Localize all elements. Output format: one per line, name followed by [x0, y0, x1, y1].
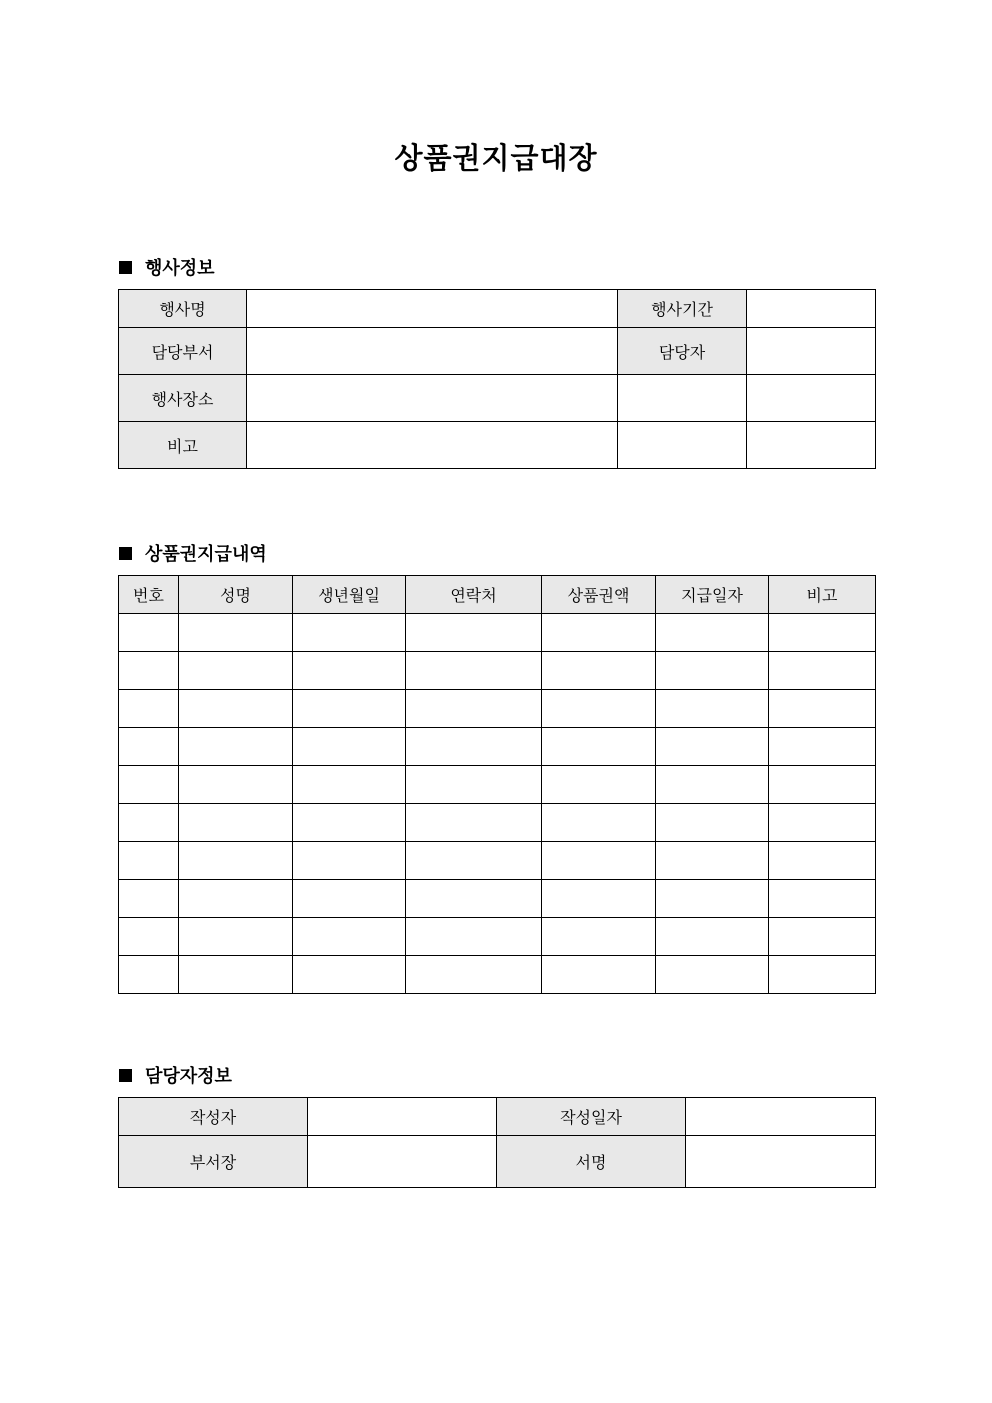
- cell-contact[interactable]: [406, 804, 542, 842]
- cell-name[interactable]: [179, 690, 293, 728]
- cell-contact[interactable]: [406, 614, 542, 652]
- cell-voucher-amount[interactable]: [542, 766, 656, 804]
- cell-number[interactable]: [119, 690, 179, 728]
- table-row: [119, 375, 876, 422]
- cell-voucher-amount[interactable]: [542, 842, 656, 880]
- column-header-birthdate: 생년월일: [293, 576, 406, 614]
- square-bullet-icon: [119, 261, 132, 274]
- label-department: 담당부서: [119, 328, 247, 375]
- table-row: [119, 1098, 876, 1136]
- label-written-date: 작성일자: [497, 1098, 686, 1136]
- field-extra-value[interactable]: [747, 422, 876, 469]
- cell-name[interactable]: [179, 842, 293, 880]
- cell-name[interactable]: [179, 614, 293, 652]
- cell-contact[interactable]: [406, 690, 542, 728]
- table-row: [119, 766, 876, 804]
- cell-number[interactable]: [119, 842, 179, 880]
- cell-remarks[interactable]: [769, 842, 876, 880]
- cell-birthdate[interactable]: [293, 956, 406, 994]
- cell-payment-date[interactable]: [656, 614, 769, 652]
- cell-payment-date[interactable]: [656, 880, 769, 918]
- cell-birthdate[interactable]: [293, 880, 406, 918]
- cell-voucher-amount[interactable]: [542, 956, 656, 994]
- cell-remarks[interactable]: [769, 728, 876, 766]
- field-event-venue[interactable]: [247, 375, 618, 422]
- cell-payment-date[interactable]: [656, 956, 769, 994]
- section-heading-manager-info: [119, 1062, 232, 1088]
- section-heading-label: 행사정보: [145, 258, 215, 279]
- cell-remarks[interactable]: [769, 880, 876, 918]
- manager-table: [118, 1097, 876, 1188]
- cell-number[interactable]: [119, 956, 179, 994]
- cell-contact[interactable]: [406, 766, 542, 804]
- field-department[interactable]: [247, 328, 618, 375]
- cell-voucher-amount[interactable]: [542, 880, 656, 918]
- cell-payment-date[interactable]: [656, 690, 769, 728]
- cell-number[interactable]: [119, 614, 179, 652]
- label-person-in-charge: 담당자: [618, 328, 747, 375]
- table-row: [119, 690, 876, 728]
- table-row: [119, 918, 876, 956]
- cell-voucher-amount[interactable]: [542, 918, 656, 956]
- table-row: [119, 880, 876, 918]
- label-signature: 서명: [497, 1136, 686, 1188]
- cell-remarks[interactable]: [769, 804, 876, 842]
- column-header-remarks: 비고: [769, 576, 876, 614]
- table-row: [119, 614, 876, 652]
- field-department-head[interactable]: [308, 1136, 497, 1188]
- section-heading-label: 상품권지급내역: [145, 544, 267, 565]
- section-heading-event-info: [119, 254, 215, 280]
- cell-voucher-amount[interactable]: [542, 804, 656, 842]
- field-extra-label[interactable]: [618, 422, 747, 469]
- column-header-payment-date: 지급일자: [656, 576, 769, 614]
- cell-contact[interactable]: [406, 842, 542, 880]
- cell-contact[interactable]: [406, 728, 542, 766]
- cell-name[interactable]: [179, 804, 293, 842]
- cell-number[interactable]: [119, 766, 179, 804]
- table-row: [119, 842, 876, 880]
- cell-birthdate[interactable]: [293, 766, 406, 804]
- table-row: [119, 956, 876, 994]
- cell-birthdate[interactable]: [293, 614, 406, 652]
- cell-remarks[interactable]: [769, 918, 876, 956]
- table-row: [119, 652, 876, 690]
- cell-remarks[interactable]: [769, 690, 876, 728]
- column-header-voucher-amount: 상품권액: [542, 576, 656, 614]
- cell-voucher-amount[interactable]: [542, 690, 656, 728]
- cell-birthdate[interactable]: [293, 918, 406, 956]
- field-event-name[interactable]: [247, 290, 618, 328]
- cell-payment-date[interactable]: [656, 728, 769, 766]
- cell-payment-date[interactable]: [656, 842, 769, 880]
- cell-name[interactable]: [179, 652, 293, 690]
- square-bullet-icon: [119, 1069, 132, 1082]
- cell-birthdate[interactable]: [293, 728, 406, 766]
- cell-contact[interactable]: [406, 880, 542, 918]
- cell-number[interactable]: [119, 652, 179, 690]
- square-bullet-icon: [119, 547, 132, 560]
- cell-remarks[interactable]: [769, 956, 876, 994]
- cell-remarks[interactable]: [769, 614, 876, 652]
- voucher-table-body: [119, 614, 876, 994]
- label-event-period: 행사기간: [618, 290, 747, 328]
- label-remarks: 비고: [119, 422, 247, 469]
- cell-remarks[interactable]: [769, 652, 876, 690]
- table-row: [119, 804, 876, 842]
- field-person-in-charge[interactable]: [747, 328, 876, 375]
- column-header-contact: 연락처: [406, 576, 542, 614]
- cell-contact[interactable]: [406, 918, 542, 956]
- field-event-period[interactable]: [747, 290, 876, 328]
- page-title: 상품권지급대장: [394, 141, 598, 175]
- cell-birthdate[interactable]: [293, 652, 406, 690]
- label-event-name: 행사명: [119, 290, 247, 328]
- section-heading-voucher-list: [119, 540, 267, 566]
- cell-name[interactable]: [179, 918, 293, 956]
- field-extra-label[interactable]: [618, 375, 747, 422]
- table-header-row: [119, 576, 876, 614]
- cell-voucher-amount[interactable]: [542, 728, 656, 766]
- cell-number[interactable]: [119, 804, 179, 842]
- field-remarks[interactable]: [247, 422, 618, 469]
- cell-birthdate[interactable]: [293, 690, 406, 728]
- label-event-venue: 행사장소: [119, 375, 247, 422]
- field-author[interactable]: [308, 1098, 497, 1136]
- cell-remarks[interactable]: [769, 766, 876, 804]
- voucher-table: [118, 575, 876, 994]
- cell-name[interactable]: [179, 728, 293, 766]
- cell-birthdate[interactable]: [293, 804, 406, 842]
- cell-number[interactable]: [119, 880, 179, 918]
- table-row: [119, 728, 876, 766]
- table-row: [119, 422, 876, 469]
- table-row: [119, 290, 876, 328]
- cell-contact[interactable]: [406, 652, 542, 690]
- label-department-head: 부서장: [119, 1136, 308, 1188]
- column-header-name: 성명: [179, 576, 293, 614]
- table-row: [119, 328, 876, 375]
- cell-payment-date[interactable]: [656, 652, 769, 690]
- cell-payment-date[interactable]: [656, 918, 769, 956]
- cell-contact[interactable]: [406, 956, 542, 994]
- cell-number[interactable]: [119, 728, 179, 766]
- cell-name[interactable]: [179, 766, 293, 804]
- field-written-date[interactable]: [686, 1098, 876, 1136]
- cell-name[interactable]: [179, 880, 293, 918]
- section-heading-label: 담당자정보: [145, 1066, 232, 1087]
- cell-number[interactable]: [119, 918, 179, 956]
- table-row: [119, 1136, 876, 1188]
- event-info-table: [118, 289, 876, 469]
- cell-payment-date[interactable]: [656, 766, 769, 804]
- cell-birthdate[interactable]: [293, 842, 406, 880]
- cell-name[interactable]: [179, 956, 293, 994]
- column-header-number: 번호: [119, 576, 179, 614]
- field-extra-value[interactable]: [747, 375, 876, 422]
- cell-payment-date[interactable]: [656, 804, 769, 842]
- field-signature[interactable]: [686, 1136, 876, 1188]
- cell-voucher-amount[interactable]: [542, 652, 656, 690]
- cell-voucher-amount[interactable]: [542, 614, 656, 652]
- label-author: 작성자: [119, 1098, 308, 1136]
